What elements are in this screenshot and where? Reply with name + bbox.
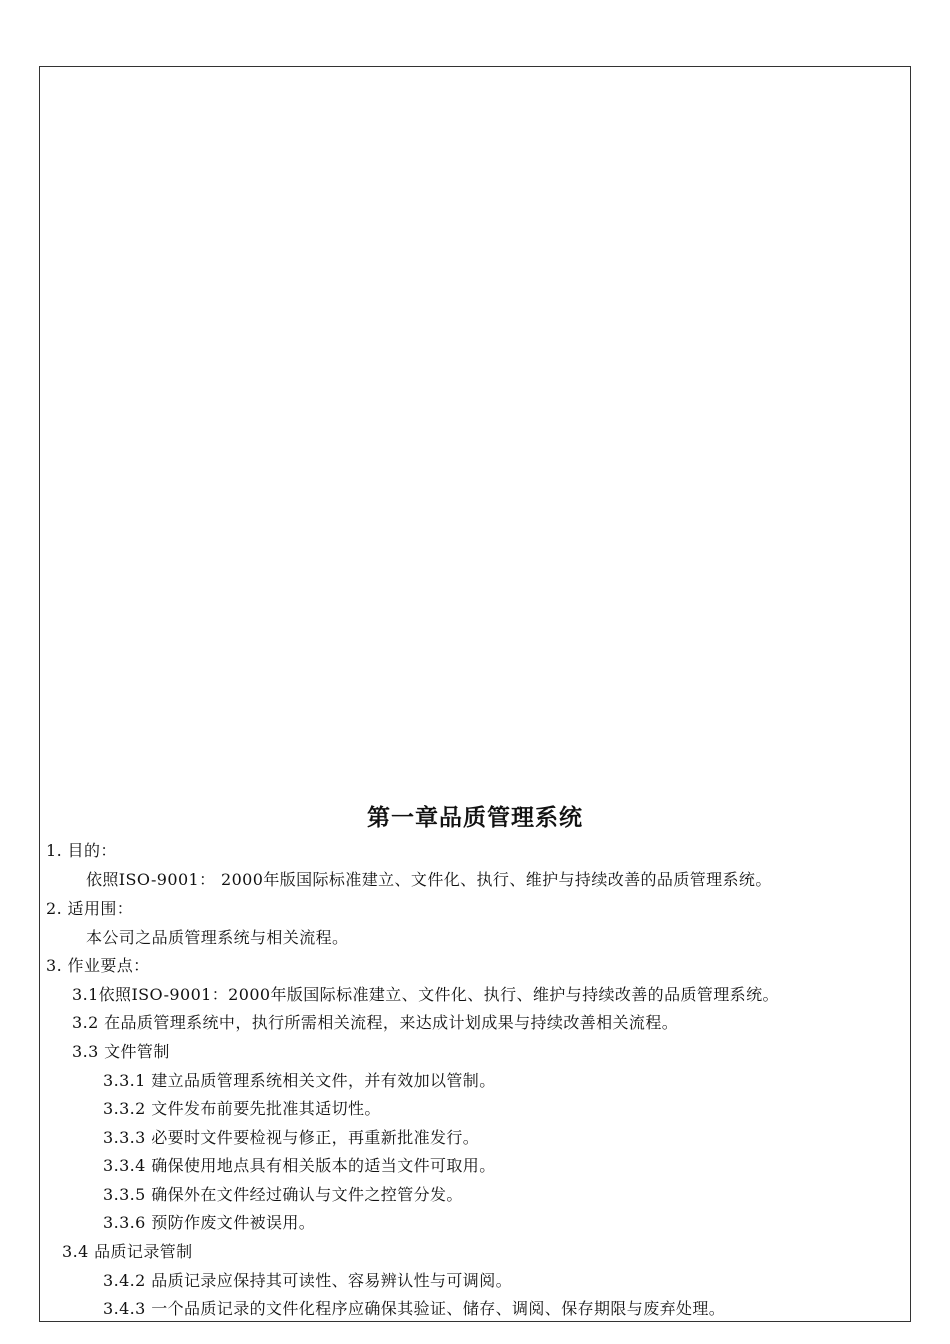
item-3-3-5: 3.3.5 确保外在文件经过确认与文件之控管分发。 <box>103 1185 463 1204</box>
item-3-3-4: 3.3.4 确保使用地点具有相关版本的适当文件可取用。 <box>103 1156 496 1175</box>
section-1-heading: 1. 目的： <box>46 841 117 860</box>
item-3-4-heading: 3.4 品质记录管制 <box>62 1242 193 1261</box>
section-2-body: 本公司之品质管理系统与相关流程。 <box>86 928 349 947</box>
section-1-body: 依照ISO-9001： 2000年版国际标准建立、文件化、执行、维护与持续改善的品质管理系统。 <box>86 870 772 889</box>
item-3-1: 3.1依照ISO-9001：2000年版国际标准建立、文件化、执行、维护与持续改善的品质管理系统。 <box>72 985 779 1004</box>
section-2-heading: 2. 适用围： <box>46 899 134 918</box>
item-3-4-2: 3.4.2 品质记录应保持其可读性、容易辨认性与可调阅。 <box>103 1271 512 1290</box>
item-3-3-1: 3.3.1 建立品质管理系统相关文件，并有效加以管制。 <box>103 1071 496 1090</box>
item-3-3-6: 3.3.6 预防作废文件被误用。 <box>103 1213 316 1232</box>
item-3-4-3: 3.4.3 一个品质记录的文件化程序应确保其验证、储存、调阅、保存期限与废弃处理。 <box>103 1299 726 1318</box>
section-3-heading: 3. 作业要点： <box>46 956 150 975</box>
item-3-3-3: 3.3.3 必要时文件要检视与修正，再重新批准发行。 <box>103 1128 480 1147</box>
chapter-title: 第一章品质管理系统 <box>367 805 583 831</box>
item-3-3-2: 3.3.2 文件发布前要先批准其适切性。 <box>103 1099 381 1118</box>
item-3-2: 3.2 在品质管理系统中，执行所需相关流程，来达成计划成果与持续改善相关流程。 <box>72 1013 679 1032</box>
item-3-3-heading: 3.3 文件管制 <box>72 1042 170 1061</box>
